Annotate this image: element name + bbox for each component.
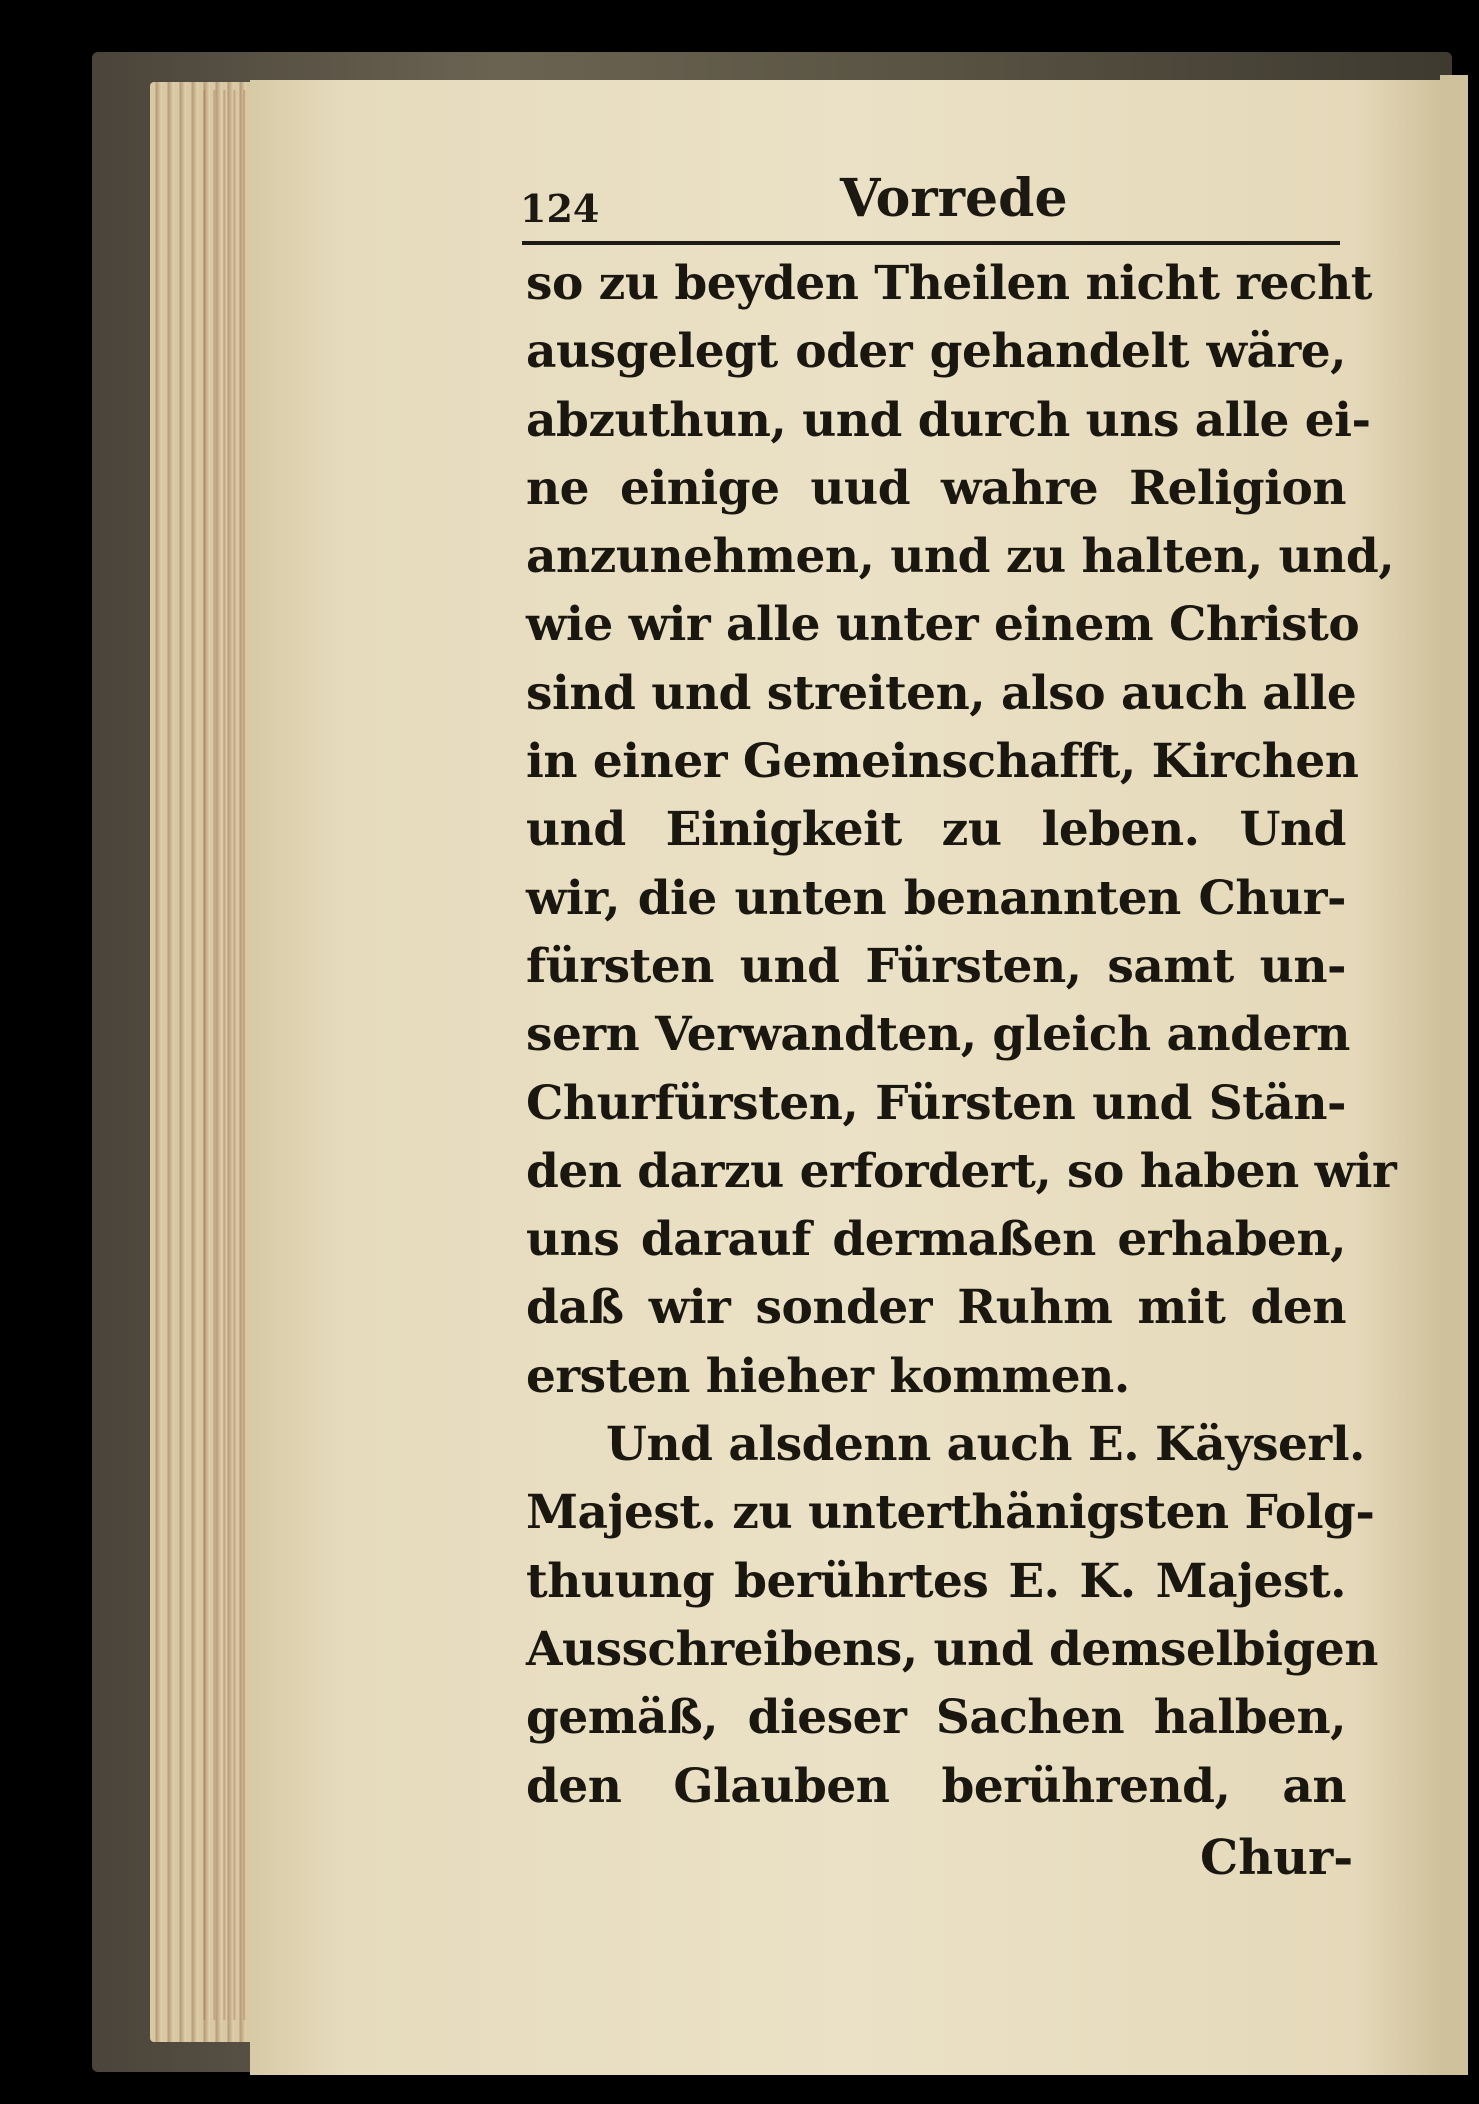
text-line: Ausschreibens, und demselbigen [526, 1621, 1378, 1677]
text-line: sind und streiten, also auch alle [526, 665, 1357, 721]
text-line: Churfürsten, Fürsten und Stän- [526, 1075, 1346, 1131]
text-line: so zu beyden Theilen nicht recht [526, 256, 1373, 311]
text-line: fürsten und Fürsten, samt un- [526, 938, 1346, 994]
text-line: den Glauben berührend, an [526, 1758, 1346, 1814]
catchword: Chur- [1200, 1830, 1354, 1886]
header-rule [522, 241, 1340, 245]
text-line: und Einigkeit zu leben. Und [526, 802, 1346, 858]
running-title: Vorrede [840, 168, 1068, 229]
text-line: ne einige uud wahre Religion [526, 460, 1346, 516]
body-text [526, 250, 1397, 1821]
text-line: anzunehmen, und zu halten, und, [526, 529, 1395, 585]
text-line: daß wir sonder Ruhm mit den [526, 1280, 1346, 1336]
facing-page-edge [1440, 75, 1468, 2075]
page-header [520, 168, 1340, 238]
text-line: Majest. zu unterthänigsten Folg- [526, 1485, 1375, 1541]
page-number: 124 [520, 186, 600, 231]
text-line: ersten hieher kommen. [526, 1348, 1130, 1404]
text-line: gemäß, dieser Sachen halben, [526, 1690, 1346, 1746]
text-line: wie wir alle unter einem Christo [526, 597, 1360, 653]
text-line: abzuthun, und durch uns alle ei- [526, 392, 1371, 448]
text-line: uns darauf dermaßen erhaben, [526, 1212, 1346, 1268]
text-line: sern Verwandten, gleich andern [526, 1007, 1350, 1063]
text-line: in einer Gemeinschafft, Kirchen [526, 734, 1359, 790]
page-edges-red-stain [196, 90, 256, 2020]
text-line: Und alsdenn auch E. Käyserl. [606, 1417, 1365, 1473]
text-line: den darzu erfordert, so haben wir [526, 1143, 1397, 1199]
text-line: ausgelegt oder gehandelt wäre, [526, 324, 1346, 380]
text-line: wir, die unten benannten Chur- [526, 870, 1346, 926]
text-line: thuung berührtes E. K. Majest. [526, 1553, 1346, 1609]
